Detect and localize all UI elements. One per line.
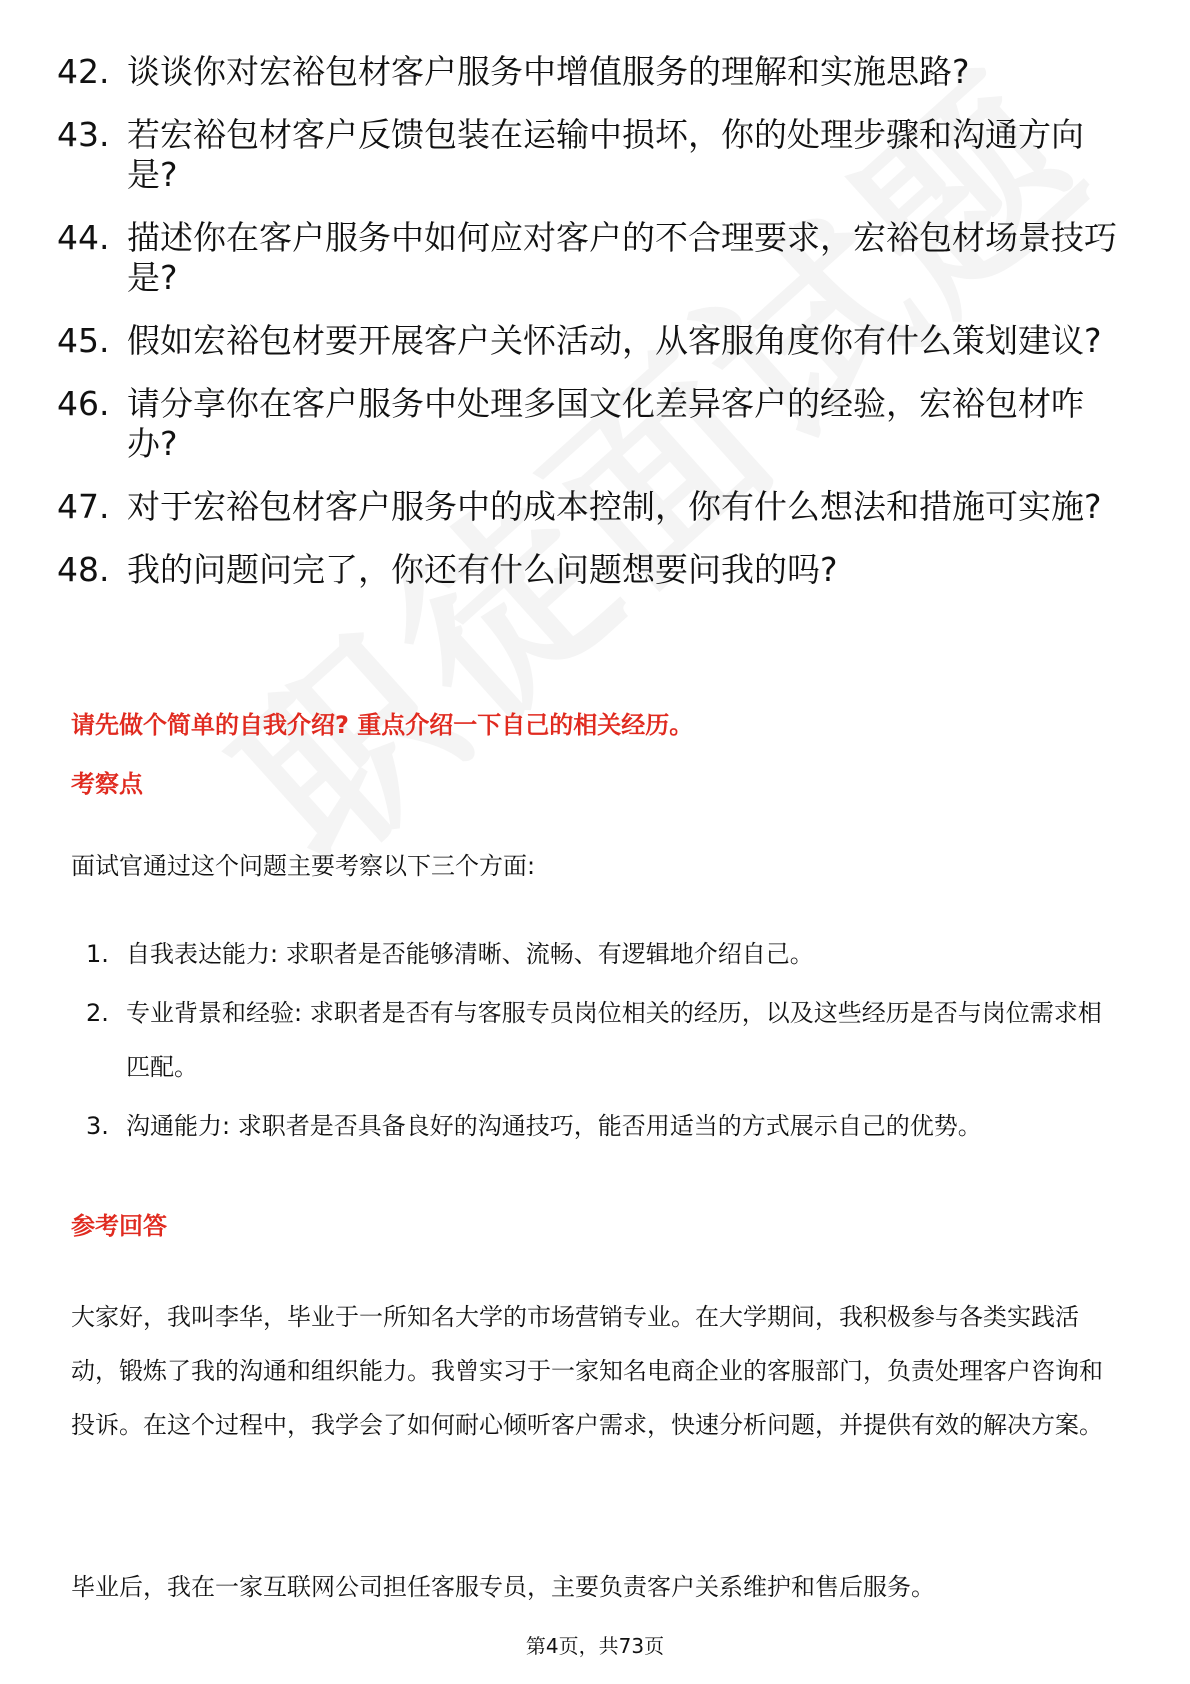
focus-point-number: 3. — [86, 1112, 109, 1140]
question-number: 46. — [57, 384, 110, 423]
question-text: 若宏裕包材客户反馈包装在运输中损坏，你的处理步骤和沟通方向是? — [127, 115, 1084, 194]
question-text: 对于宏裕包材客户服务中的成本控制，你有什么想法和措施可实施? — [127, 487, 1102, 526]
question-item — [57, 52, 1117, 92]
answer-paragraph: 大家好，我叫李华，毕业于一所知名大学的市场营销专业。在大学期间，我积极参与各类实践活动，锻炼了我的沟通和组织能力。我曾实习于一家知名电商企业的客服部门，负责处理客户咨询和投诉。在这个过程中，我学会了如何耐心倾听客户需求，快速分析问题，并提供有效的解决方案。 — [71, 1303, 1103, 1439]
focus-point-text: 沟通能力: 求职者是否具备良好的沟通技巧，能否用适当的方式展示自己的优势。 — [126, 1112, 982, 1140]
question-number: 42. — [57, 52, 110, 91]
focus-point — [86, 986, 1116, 1094]
question-number: 44. — [57, 218, 110, 257]
question-number: 45. — [57, 321, 110, 360]
question-number: 48. — [57, 550, 110, 589]
focus-point-number: 1. — [86, 940, 109, 968]
focus-point-text: 自我表达能力: 求职者是否能够清晰、流畅、有逻辑地介绍自己。 — [126, 940, 814, 968]
question-item — [57, 321, 1117, 361]
question-text: 我的问题问完了，你还有什么问题想要问我的吗? — [127, 550, 838, 589]
question-number: 43. — [57, 115, 110, 154]
question-item — [57, 384, 1117, 464]
answer-paragraph: 毕业后，我在一家互联网公司担任客服专员，主要负责客户关系维护和售后服务。 — [71, 1573, 935, 1601]
focus-point — [86, 927, 1116, 981]
focus-point — [86, 1099, 1116, 1153]
question-text: 谈谈你对宏裕包材客户服务中增值服务的理解和实施思路? — [127, 52, 970, 91]
question-item — [57, 218, 1117, 298]
focus-heading: 考察点 — [71, 770, 143, 798]
question-text: 请分享你在客户服务中处理多国文化差异客户的经验，宏裕包材咋办? — [127, 384, 1084, 463]
question-number: 47. — [57, 487, 110, 526]
answer-heading: 参考回答 — [71, 1212, 167, 1240]
focus-point-list — [86, 927, 1116, 1158]
question-text: 描述你在客户服务中如何应对客户的不合理要求，宏裕包材场景技巧是? — [127, 218, 1117, 297]
question-list — [57, 52, 1117, 613]
question-item — [57, 487, 1117, 527]
question-text: 假如宏裕包材要开展客户关怀活动，从客服角度你有什么策划建议? — [127, 321, 1102, 360]
question-item — [57, 115, 1117, 195]
focus-intro: 面试官通过这个问题主要考察以下三个方面: — [71, 852, 536, 880]
section-question-title: 请先做个简单的自我介绍? 重点介绍一下自己的相关经历。 — [71, 711, 694, 739]
question-item — [57, 550, 1117, 590]
page-number: 第4页，共73页 — [525, 1634, 665, 1658]
focus-point-text: 专业背景和经验: 求职者是否有与客服专员岗位相关的经历，以及这些经历是否与岗位需求相匹配。 — [126, 999, 1102, 1081]
focus-point-number: 2. — [86, 999, 109, 1027]
